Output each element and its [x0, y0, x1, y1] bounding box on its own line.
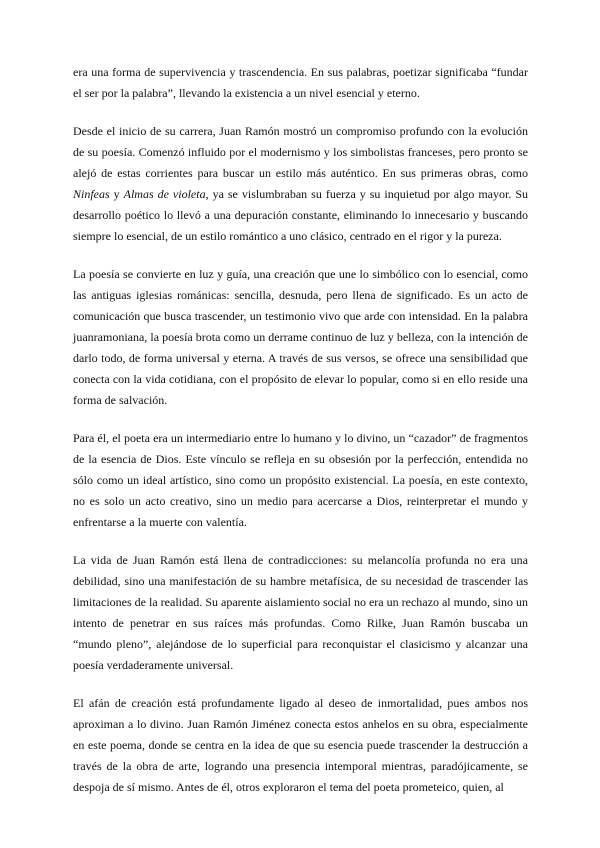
paragraph [73, 62, 528, 104]
paragraph [73, 121, 528, 247]
paragraph-text: y [109, 187, 124, 201]
paragraph-text: La vida de Juan Ramón está llena de contradicciones: su melancolía profunda no era una debilidad, sino una manifestación de su hambre metafísica, de su necesidad de trascender las limitaciones de la realidad. Su aparente aislamiento social no era un rechazo al mundo, sino un intento de penetrar en sus raíces más profundas. Como Rilke, Juan Ramón buscaba un “mundo pleno”, alejándose de lo superficial para reconquistar el clasicismo y alcanzar una poesía verdaderamente universal. [73, 553, 528, 672]
paragraph-text: Desde el inicio de su carrera, Juan Ramón mostró un compromiso profundo con la evolución de su poesía. Comenzó influido por el modernismo y los simbolistas franceses, pero pronto se alejó de estas corrientes para buscar un estilo más auténtico. En sus primeras obras, como [73, 124, 528, 180]
book-title: Almas de violeta [123, 187, 206, 201]
document-page [73, 62, 528, 815]
paragraph-text: era una forma de supervivencia y trascendencia. En sus palabras, poetizar significaba “fundar el ser por la palabra”, llevando la existencia a un nivel esencial y eterno. [73, 65, 528, 100]
paragraph [73, 264, 528, 411]
paragraph-text: El afán de creación está profundamente ligado al deseo de inmortalidad, pues ambos nos aproximan a lo divino. Juan Ramón Jiménez conecta estos anhelos en su obra, especialmente en este poema, donde se centra en la idea de que su esencia puede trascender la destrucción a través de la obra de arte, logrando una presencia intemporal mientras, paradójicamente, se despoja de sí mismo. Antes de él, otros exploraron el tema del poeta prometeico, quien, al [73, 696, 528, 794]
paragraph [73, 428, 528, 533]
paragraph [73, 550, 528, 676]
paragraph [73, 693, 528, 798]
paragraph-text: La poesía se convierte en luz y guía, una creación que une lo simbólico con lo esencial, como las antiguas iglesias románicas: sencilla, desnuda, pero llena de significado. Es un acto de comunicación que busca trascender, un testimonio vivo que arde con intensidad. En la palabra juanramoniana, la poesía brota como un derrame continuo de luz y belleza, con la intención de darlo todo, de forma universal y eterna. A través de sus versos, se ofrece una sensibilidad que conecta con la vida cotidiana, con el propósito de elevar lo popular, como si en ello reside una forma de salvación. [73, 267, 528, 407]
book-title: Ninfeas [73, 187, 110, 201]
paragraph-text: Para él, el poeta era un intermediario entre lo humano y lo divino, un “cazador” de fragmentos de la esencia de Dios. Este vínculo se refleja en su obsesión por la perfección, entendida no sólo como un ideal artístico, sino como un propósito existencial. La poesía, en este contexto, no es solo un acto creativo, sino un medio para acercarse a Dios, reinterpretar el mundo y enfrentarse a la muerte con valentía. [73, 431, 528, 529]
paragraph-text: , ya se vislumbraban su fuerza y su inquietud por algo mayor. Su desarrollo poético lo llevó a una depuración constante, eliminando lo innecesario y buscando siempre lo esencial, de un estilo romántico a uno clásico, centrado en el rigor y la pureza. [73, 187, 528, 243]
